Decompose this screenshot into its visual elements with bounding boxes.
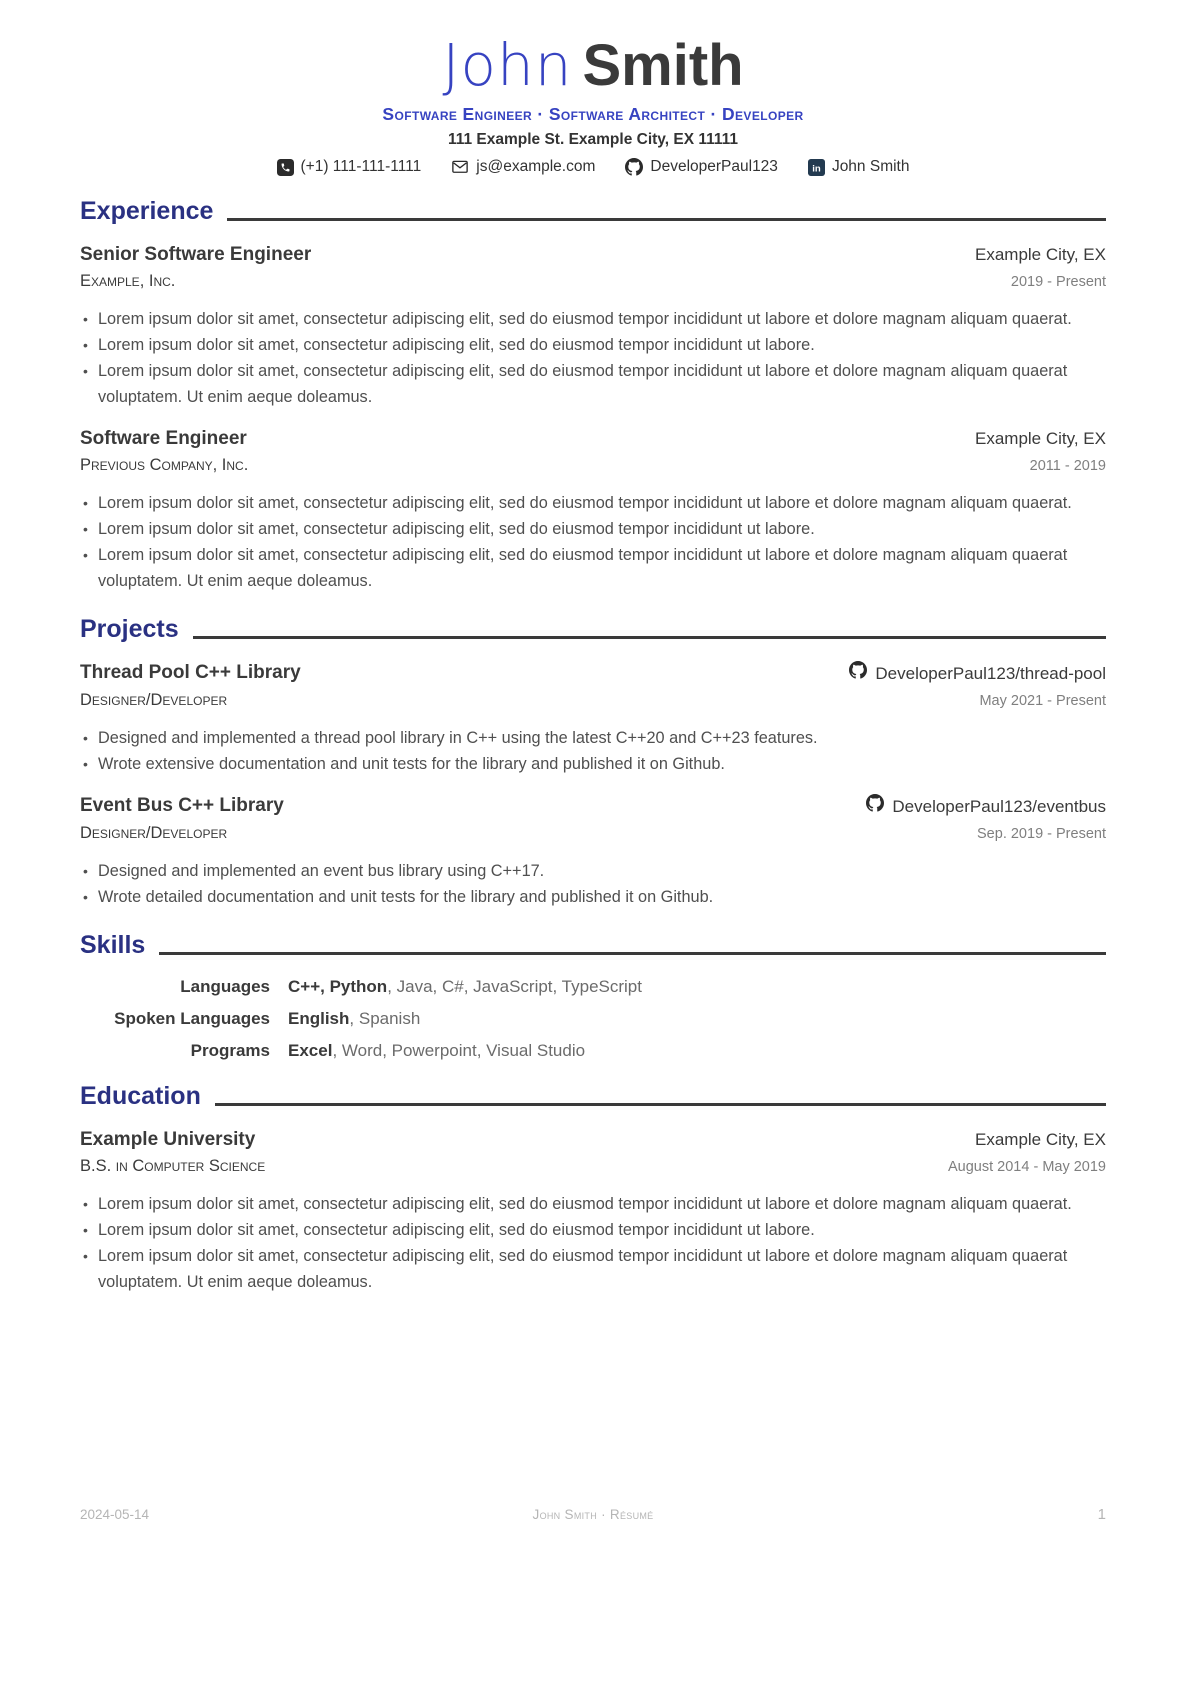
project-repo-link[interactable]: [849, 661, 1106, 686]
github-icon: [866, 794, 884, 819]
project-role: Designer/Developer: [80, 824, 228, 842]
skill-strong: Excel: [288, 1041, 333, 1060]
job-location: Example City, EX: [974, 245, 1106, 264]
project-entry: [80, 794, 1106, 910]
job-company: Example, Inc.: [80, 272, 176, 290]
bullet-item: • Wrote extensive documentation and unit tests for the library and published it on Github.: [80, 751, 1106, 777]
section-rule: [159, 952, 1106, 955]
school-degree: B.S. in Computer Science: [80, 1157, 266, 1175]
education-title: Education: [80, 1082, 201, 1110]
skills-title: Skills: [80, 931, 146, 959]
skill-value: [288, 1008, 1106, 1029]
skill-rest: , Java, C#, JavaScript, TypeScript: [387, 977, 642, 996]
bullet-item: • Lorem ipsum dolor sit amet, consectetur adipiscing elit, sed do eiusmod tempor incididunt ut labore.: [80, 1217, 1106, 1243]
project-dates: May 2021 - Present: [979, 693, 1106, 709]
job-dates: 2019 - Present: [1010, 274, 1106, 290]
section-experience: [80, 196, 1106, 594]
project-bullets: [80, 858, 1106, 910]
email-address: js@example.com: [476, 158, 596, 175]
experience-title: Experience: [80, 197, 214, 225]
phone-number: (+1) 111-111-1111: [300, 158, 422, 175]
project-repo: DeveloperPaul123/thread-pool: [875, 663, 1106, 683]
bullet-item: • Lorem ipsum dolor sit amet, consectetur adipiscing elit, sed do eiusmod tempor incididunt ut labore et dolore magnam aliquam quaerat voluptatem. Ut enim aeque doleamus.: [80, 542, 1106, 594]
skill-label: Languages: [180, 977, 270, 996]
section-rule: [215, 1103, 1106, 1106]
education-header: [80, 1081, 1106, 1111]
projects-header: [80, 614, 1106, 644]
school-entry: [80, 1128, 1106, 1295]
project-name: Event Bus C++ Library: [80, 795, 284, 816]
project-dates: Sep. 2019 - Present: [977, 826, 1106, 842]
job-role: Software Engineer: [80, 428, 247, 449]
bullet-item: • Wrote detailed documentation and unit tests for the library and published it on Github.: [80, 884, 1106, 910]
job-role: Senior Software Engineer: [80, 244, 312, 265]
github-icon: [849, 661, 867, 686]
linkedin-contact[interactable]: [808, 158, 910, 176]
project-bullets: [80, 725, 1106, 777]
skill-rest: , Word, Powerpoint, Visual Studio: [332, 1041, 586, 1060]
skill-rest: , Spanish: [349, 1009, 421, 1028]
section-education: [80, 1081, 1106, 1295]
skill-strong: C++, Python: [288, 977, 388, 996]
skill-value: [288, 976, 1106, 997]
linkedin-name: John Smith: [831, 158, 910, 175]
github-username: DeveloperPaul123: [650, 158, 778, 175]
job-dates: 2011 - 2019: [1029, 458, 1106, 474]
footer-date: 2024-05-14: [80, 1507, 150, 1522]
skill-label: Programs: [190, 1041, 270, 1060]
first-name: John: [442, 31, 573, 99]
job-entry: [80, 427, 1106, 594]
bullet-item: • Designed and implemented an event bus library using C++17.: [80, 858, 1106, 884]
skills-table: [80, 976, 1106, 1061]
school-bullets: [80, 1191, 1106, 1295]
skills-header: [80, 930, 1106, 960]
email-icon: [451, 158, 469, 176]
project-repo: DeveloperPaul123/eventbus: [892, 796, 1106, 816]
project-repo-link[interactable]: [866, 794, 1106, 819]
bullet-item: • Lorem ipsum dolor sit amet, consectetur adipiscing elit, sed do eiusmod tempor incididunt ut labore.: [80, 332, 1106, 358]
project-entry: [80, 661, 1106, 777]
section-rule: [227, 218, 1106, 221]
linkedin-icon: [808, 159, 825, 176]
github-contact[interactable]: [625, 158, 778, 176]
bullet-item: • Lorem ipsum dolor sit amet, consectetur adipiscing elit, sed do eiusmod tempor incididunt ut labore et dolore magnam aliquam quaerat.: [80, 306, 1106, 332]
job-location: Example City, EX: [974, 429, 1106, 448]
address: 111 Example St. Example City, EX 11111: [447, 131, 739, 148]
phone-contact[interactable]: [277, 158, 422, 176]
page-footer: [80, 1506, 1106, 1523]
skill-value: [288, 1040, 1106, 1061]
header: [80, 31, 1106, 176]
job-bullets: [80, 306, 1106, 410]
bullet-item: • Lorem ipsum dolor sit amet, consectetur adipiscing elit, sed do eiusmod tempor incididunt ut labore et dolore magnam aliquam quaerat voluptatem. Ut enim aeque doleamus.: [80, 1243, 1106, 1295]
section-rule: [193, 636, 1106, 639]
bullet-item: • Lorem ipsum dolor sit amet, consectetur adipiscing elit, sed do eiusmod tempor incididunt ut labore et dolore magnam aliquam quaerat.: [80, 1191, 1106, 1217]
job-bullets: [80, 490, 1106, 594]
svg-text:in: in: [812, 162, 821, 174]
footer-document-title: John Smith · Résumé: [532, 1507, 654, 1522]
skill-label: Spoken Languages: [114, 1009, 270, 1028]
bullet-item: • Designed and implemented a thread pool library in C++ using the latest C++20 and C++23 features.: [80, 725, 1106, 751]
contact-bar: [80, 158, 1106, 176]
section-projects: [80, 614, 1106, 910]
job-entry: [80, 243, 1106, 410]
footer-page-number: 1: [1097, 1506, 1106, 1523]
project-name: Thread Pool C++ Library: [80, 662, 301, 683]
bullet-item: • Lorem ipsum dolor sit amet, consectetur adipiscing elit, sed do eiusmod tempor incididunt ut labore et dolore magnam aliquam quaerat voluptatem. Ut enim aeque doleamus.: [80, 358, 1106, 410]
school-location: Example City, EX: [974, 1130, 1106, 1149]
email-contact[interactable]: [451, 158, 595, 176]
full-name: [80, 31, 1106, 99]
bullet-item: • Lorem ipsum dolor sit amet, consectetur adipiscing elit, sed do eiusmod tempor incididunt ut labore et dolore magnam aliquam quaerat.: [80, 490, 1106, 516]
skill-strong: English: [288, 1009, 350, 1028]
last-name: Smith: [582, 33, 744, 98]
experience-header: [80, 196, 1106, 226]
phone-icon: [277, 159, 294, 176]
github-icon: [625, 158, 643, 176]
bullet-item: • Lorem ipsum dolor sit amet, consectetur adipiscing elit, sed do eiusmod tempor incididunt ut labore.: [80, 516, 1106, 542]
job-company: Previous Company, Inc.: [80, 456, 249, 474]
job-titles: Software Engineer · Software Architect · Developer: [382, 104, 804, 124]
section-skills: [80, 930, 1106, 1061]
school-name: Example University: [80, 1129, 256, 1150]
project-role: Designer/Developer: [80, 691, 228, 709]
projects-title: Projects: [80, 615, 179, 643]
school-dates: August 2014 - May 2019: [948, 1159, 1106, 1175]
